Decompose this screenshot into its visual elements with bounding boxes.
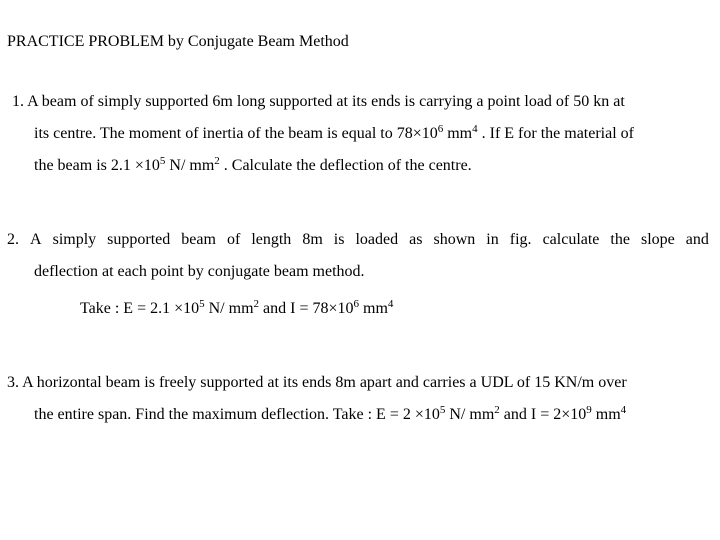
superscript: 2 xyxy=(214,155,220,167)
problem-2-line-3 xyxy=(80,299,393,319)
page-title: PRACTICE PROBLEM by Conjugate Beam Method xyxy=(7,33,349,50)
superscript: 4 xyxy=(387,298,394,310)
word: of xyxy=(226,231,241,248)
word: and xyxy=(685,231,709,248)
word: A xyxy=(30,231,42,248)
word: slope xyxy=(640,231,675,248)
word: beam xyxy=(181,231,216,248)
superscript: 2 xyxy=(253,298,260,310)
word: the xyxy=(610,231,630,248)
text: the entire span. Find the maximum deflection. Take : E = 2 ×10 xyxy=(34,406,440,423)
problem-1-line-2 xyxy=(34,124,634,144)
word: length xyxy=(251,231,292,248)
word: supported xyxy=(107,231,171,248)
problem-3-line-1: 3. A horizontal beam is freely supported at its ends 8m apart and carries a UDL of 15 KN/m over xyxy=(7,374,627,391)
superscript: 5 xyxy=(199,298,205,310)
text: its centre. The moment of inertia of the beam is equal to 78×10 xyxy=(34,125,438,142)
word: simply xyxy=(52,231,97,248)
word: fig. xyxy=(509,231,532,248)
problem-1-line-3 xyxy=(34,156,472,176)
text: N/ mm xyxy=(165,157,215,174)
text: N/ mm xyxy=(445,406,495,423)
word: loaded xyxy=(355,231,399,248)
word: calculate xyxy=(542,231,600,248)
text: the beam is 2.1 ×10 xyxy=(34,157,160,174)
text: mm xyxy=(591,406,621,423)
word: 8m xyxy=(302,231,323,248)
superscript: 4 xyxy=(472,123,478,135)
word: in xyxy=(486,231,499,248)
superscript: 5 xyxy=(439,404,446,416)
text: Take : E = 2.1 ×10 xyxy=(80,300,200,317)
text: and I = 78×10 xyxy=(259,300,354,317)
superscript: 4 xyxy=(620,404,627,416)
problem-3-line-2 xyxy=(34,405,626,425)
text: and I = 2×10 xyxy=(499,406,587,423)
problem-1-line-1: 1. A beam of simply supported 6m long supported at its ends is carrying a point load of 50 kn at xyxy=(12,93,625,110)
superscript: 5 xyxy=(159,155,166,167)
superscript: 9 xyxy=(586,404,592,416)
problem-2-line-1 xyxy=(7,230,709,250)
problem-2-line-2: deflection at each point by conjugate beam method. xyxy=(34,263,365,280)
superscript: 6 xyxy=(353,298,359,310)
text: . Calculate the deflection of the centre. xyxy=(219,157,472,174)
word: as xyxy=(409,231,423,248)
superscript: 6 xyxy=(437,123,444,135)
text: mm xyxy=(359,300,388,317)
superscript: 2 xyxy=(494,404,500,416)
text: mm xyxy=(443,125,473,142)
word: 2. xyxy=(7,231,19,248)
word: is xyxy=(333,231,345,248)
text: N/ mm xyxy=(204,300,254,317)
word: shown xyxy=(433,231,476,248)
text: . If E for the material of xyxy=(477,125,634,142)
